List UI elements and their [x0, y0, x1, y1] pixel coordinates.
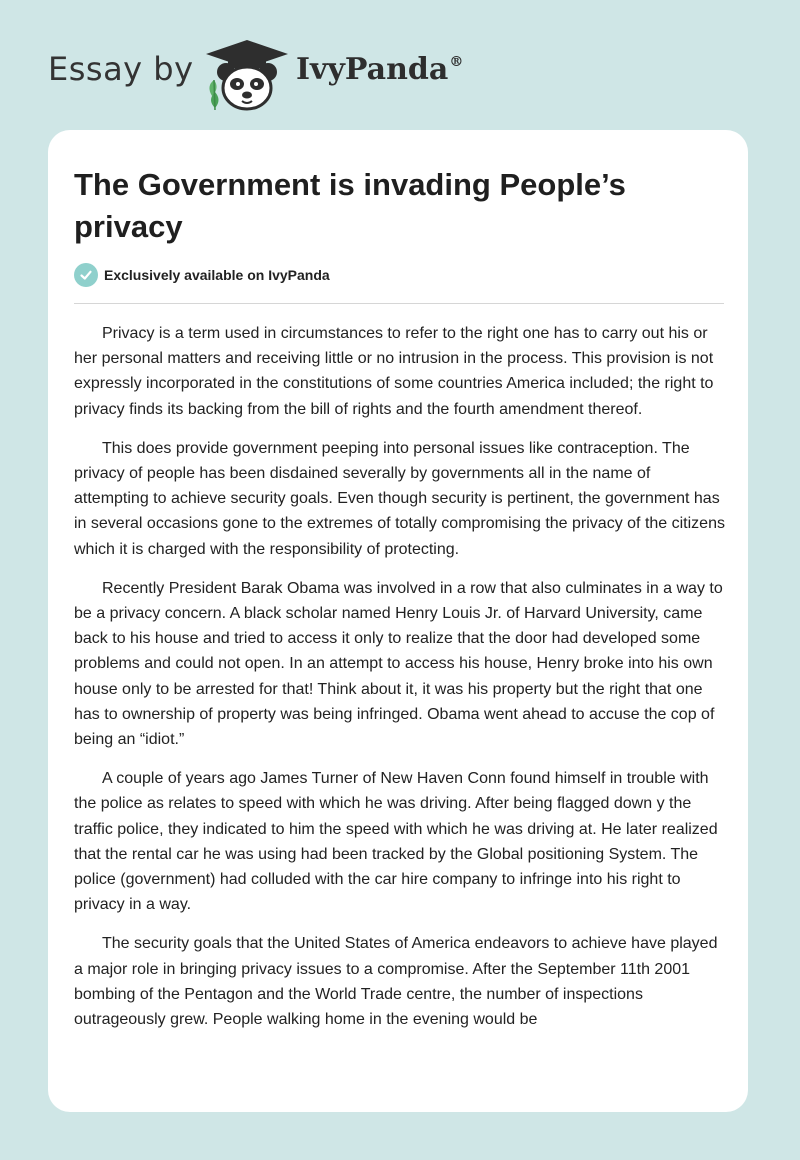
site-header [48, 30, 468, 110]
essay-body [74, 321, 726, 1046]
paragraph: Privacy is a term used in circumstances to refer to the right one has to carry out his or her personal matters and receiving little or no intrusion in the process. This provision is not expressly incorporated in the constitutions of some countries America included; the right to privacy finds its backing from the bill of rights and the fourth amendment thereof. [74, 325, 714, 418]
paragraph: The security goals that the United States of America endeavors to achieve have played a major role in bringing privacy issues to a compromise. After the September 11th 2001 bombing of the Pentagon and the World Trade centre, the number of inspections outrageously grew. People walking home in the evening would be [74, 935, 718, 1029]
exclusive-badge-label: Exclusively available on IvyPanda [104, 267, 330, 283]
brand-name[interactable]: IvyPanda® [296, 52, 464, 87]
paragraph: Recently President Barak Obama was involved in a row that also culminates in a way to be a privacy concern. A black scholar named Henry Louis Jr. of Harvard University, came back to his house and tried to access it only to realize that the door had developed some problems and could not open. In an attempt to access his house, Henry broke into his own house only to be arrested for that! Think about it, it was his property but the right that one has to ownership of property was being infringed. Obama went ahead to accuse the cop of being an “idiot.” [74, 579, 723, 749]
check-icon [74, 263, 98, 287]
panda-logo-icon [202, 36, 292, 114]
divider [74, 303, 724, 304]
essay-by-label: Essay by [48, 50, 194, 88]
paragraph: This does provide government peeping into personal issues like contraception. The privacy of people has been disdained severally by governments all in the name of attempting to achieve security goals. Even though security is pertinent, the government has in several occasions gone to the extremes of totally compromising the privacy of the citizens which it is charged with the responsibility of protecting. [74, 439, 725, 558]
registered-mark: ® [449, 54, 464, 70]
paragraph: A couple of years ago James Turner of New Haven Conn found himself in trouble with the police as relates to speed with which he was driving. After being flagged down y the traffic police, they indicated to him the speed with which he was driving at. He later realized that the rental car he was using had been tracked by the Global positioning System. The police (government) had colluded with the car hire company to infringe into his right to privacy in a way. [74, 770, 718, 914]
essay-title: The Government is invading People’s privacy [74, 167, 626, 244]
essay-card [48, 130, 748, 1112]
exclusive-badge [74, 263, 330, 287]
